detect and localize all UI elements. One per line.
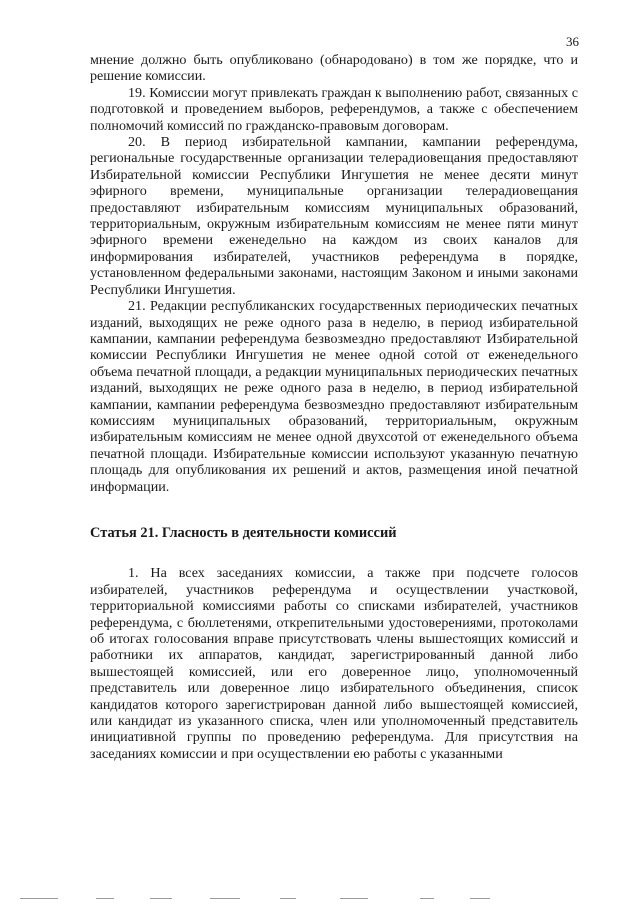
paragraph-20: 20. В период избирательной кампании, кампании референдума, региональные государственные организации телерадиовещания предоставляют Избирательной комиссии Республики Ингушетия не менее десяти минут эфирного времени, муниципальные организации телерадиовещания предоставляют избирательным комиссиям муниципальных образований, территориальным, окружным избирательным комиссиям не менее пяти минут эфирного времени еженедельно на каждом из своих каналов для информирования избирателей, участников референдума в порядке, установленном федеральными законами, настоящим Законом и иными законами Республики Ингушетия. xyxy=(90,134,578,298)
paragraph-21: 21. Редакции республиканских государственных периодических печатных изданий, выходящих не реже одного раза в неделю, в период избирательной кампании, кампании референдума безвозмездно предоставляют Избирательной комиссии Республики Ингушетия не менее одной сотой от еженедельного объема печатной площади, а редакции муниципальных периодических печатных изданий, выходящих не реже одного раза в неделю, в период избирательной кампании, кампании референдума безвозмездно предоставляют избирательным комиссиям муниципальных образований, территориальным, окружным избирательным комиссиям не менее одной двухсотой от еженедельного объема печатной площади. Избирательные комиссии используют указанную печатную площадь для опубликования их решений и актов, размещения иной печатной информации. xyxy=(90,298,578,495)
paragraph-19: 19. Комиссии могут привлекать граждан к выполнению работ, связанных с подготовкой и проведением выборов, референдумов, а также с обеспечением полномочий комиссий по гражданско-правовым договорам. xyxy=(90,84,578,134)
page-number: 36 xyxy=(566,34,579,49)
scan-edge-artifacts xyxy=(0,893,640,899)
document-body xyxy=(90,52,578,762)
paragraph-continuation: мнение должно быть опубликовано (обнародовано) в том же порядке, что и решение комиссии. xyxy=(90,52,578,85)
article-21-paragraph-1: 1. На всех заседаниях комиссии, а также при подсчете голосов избирателей, участников референдума и осуществлении участковой, территориальной комиссиями работы со списками избирателей, участников референдума, с бюллетенями, открепительными удостоверениями, протоколами об итогах голосования вправе присутствовать члены вышестоящих комиссий и работники их аппаратов, кандидат, зарегистрированный данной либо вышестоящей комиссией, или его доверенное лицо, уполномоченный представитель или доверенное лицо избирательного объединения, список кандидатов которого зарегистрирован данной либо вышестоящей комиссией, или кандидат из указанного списка, член или уполномоченный представитель инициативной группы по проведению референдума. Для присутствия на заседаниях комиссии и при осуществлении ею работы с указанными xyxy=(90,565,578,762)
article-21-heading: Статья 21. Гласность в деятельности комиссий xyxy=(90,524,397,541)
